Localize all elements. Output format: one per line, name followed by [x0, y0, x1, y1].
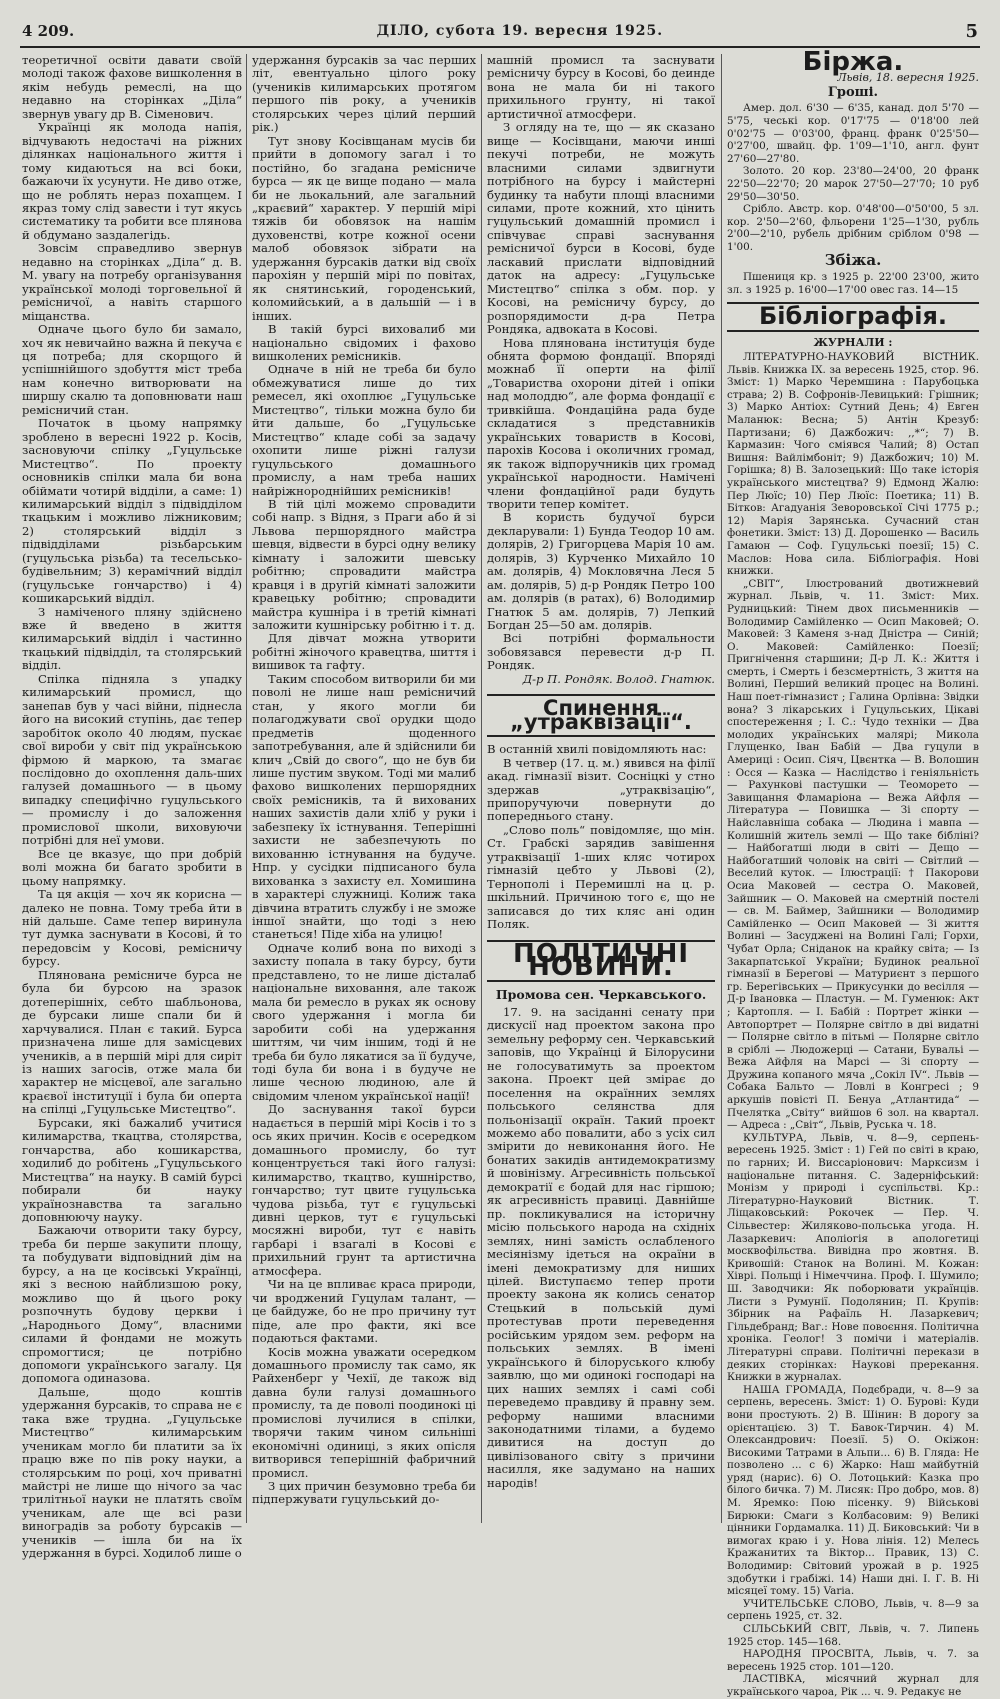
- paragraph: Початок в цьому напрямку зроблено в вересні 1922 р. Косів, засновуючи спілку „Гуцульське Мистецтво“. По проекту основників спілки мала би вона обіймати чотирй відділи, а саме: 1) килимарський відділ з підвідділом ткацьким і можливо ліжниковим; 2) столярський відділ з підвідділами різьбарським (гуцульська різьба) та тесельсько-будівельним; 3) керамічний відділ (гуцульське гончарство) і 4) кошикарський відділ.: [22, 416, 242, 606]
- paragraph: Все це вказує, що при добрій волі можна би багато зробити в цьому напрямку.: [22, 846, 242, 888]
- paragraph: Амер. дол. 6'30 — 6'35, канад. дол 5'70 — 5'75, чеські кор. 0'17'75 — 0'18'00 лей 0'02'75 — 0'03'00, франц. франк 0'25'50—0'27'00, швайц. фр. 1'09—1'10, англ. фунт 27'60—27'80.: [727, 102, 979, 165]
- paragraph: Всі потрібні формальности зобовязався перевести д-р П. Рондяк.: [487, 631, 715, 673]
- paragraph: З цих причин безумовно треба би підпержувати гуцульський до-: [252, 1479, 476, 1507]
- paragraph: ЛІТЕРАТУРНО-НАУКОВИЙ ВІСТНИК. Львів. Книжка IX. за вересень 1925, стор. 96. Зміст: 1) Марко Черемшина : Парубоцька страва; 2) В. Софронів-Левицький: Грішник; 3) Марко Антіох: Сутний День; 4) Евген Маланюк: Весна; 5) Антін Крезуб: Партизани; 6) Дажбожич: ,,*“; 7) В. Кармазин: Чого сміявся Чалий; 8) Остап Вишня: Вайлімбоніт; 9) Дажбожич; 10) М. Горішка; 8) В. Залозецький: Що таке історія українського мистецтва? 9) Едмонд Жалю: Пер Люїс; 10) Пер Люїс: Поетика; 11) В. Бітков: Агадуанія Зеворовської Січі 1775 р.; 12) Марія Зарянська. Сучасний стан фонетики. Зміст: 13) Д. Дорошенко — Василь Гамаюн — Соф. Гуцульські поезії; 15) С. Маслов: Нова сила. Бібліографія. Нові книжки.: [727, 351, 979, 578]
- paragraph: Одначе в ній не треба би було обмежуватися лише до тих ремесел, які охоплює „Гуцульське Мистецтво“, тільки можна було би йти дальше, бо „Гуцульське Мистецтво“ кладе собі за задачу охопити лише ріжні галузи гуцульського домашнього промислу, а нам треба наших найріжнороднійших ремісників!: [252, 362, 476, 498]
- column-3: [487, 54, 715, 1525]
- right-mark: 5: [965, 20, 978, 42]
- column-1: [22, 53, 242, 1561]
- paragraph: Одначе колиб вона по виході з захисту попала в таку бурсу, бути представлено, то не лише дісталаб національне виховання, але також мала би ремесло в руках як основу свого удержання і могла би заробити собі на удержання шиттям, чи чим іншим, тоді й не треба би було лякатися за її будуче, тоді була би вона і в будуче не лише чесною людиною, але й свідомим членом української нації!: [252, 940, 476, 1103]
- paragraph: Золото. 20 кор. 23'80—24'00, 20 франк 22'50—22'70; 20 марок 27'50—27'70; 10 руб 29'50—30'50.: [727, 165, 979, 203]
- article-signature: Д-р П. Рондяк. Волод. Гнатюк.: [522, 671, 715, 686]
- paragraph: Таким способом витворили би ми поволі не лише наш ремісничий стан, у якого могли би полагоджувати свої орудки щодо предметів щоденного запотребування, але й здійснили би клич „Свій до свого“, що не був би лише пустим звуком. Тоді ми малиб фахово вишколених першорядних своїх ремісників, та й вихованих наших захистів дали хліб у руки і забезпеку їх істнування. Теперішні захисти не забезпечують по вихованню істнування на будуче. Нпр. у сусідки підписаного була вихованка з захисту ел. Хомишина в характері служниці. Колиж така дівчина втратить службу і не зможе іншої знайти, що тоді з нею станеться! Піде хіба на улицю!: [252, 671, 476, 942]
- paragraph: Косів можна уважати осередком домашнього промислу так само, як Райхенберг у Чехії, де також від давна були галузі домашнього промислу, та де поволі поодинокі ці промислові лучилися в спілки, творячи таким чином сильнішi економічні одиниці, з яких опісля витворився теперішній фабричний промисл.: [252, 1344, 476, 1480]
- paragraph: В такій бурсі виховалиб ми національно свідомих і фахово вишколених ремісників.: [252, 322, 476, 363]
- masthead: ДІЛО, субота 19. вересня 1925.: [376, 23, 664, 39]
- column-2: [252, 54, 476, 1525]
- paragraph: СІЛЬСЬКИЙ СВІТ, Львів, ч. 7. Липень 1925 стор. 145—168.: [727, 1623, 979, 1648]
- paragraph: Плянована ремісниче бурса не була би бурсою на зразок дотеперішніх, себто шабльонова, де бурсаки лише спали би й харчувалися. План є такий. Бурса призначена лише для замісцевих учеників, а в першій мірі для сиріт із наших загосів, отже мала би характер не місцевої, але загально краєвої інституції і була би оперта на спілці „Гуцульське Мистецтво“.: [22, 967, 242, 1117]
- page-header: [22, 18, 978, 44]
- paragraph: Срібло. Австр. кор. 0'48'00—0'50'00, 5 зл. кор. 2'50—2'60, фльорени 1'25—1'30, рубль 2'00—2'10, рубель дрібним сріблом 0'98 —1'00.: [727, 203, 979, 253]
- paragraph: Українці як молода напія, відчувають недостачі на ріжних ділянках національного життя і тому кидаються на всі боки, бажаючи їх усунути. Не диво отже, що не роблять нераз похапцем. І якраз тому слід завести і тут якусь систематику та робити все плянова й обдумано заздалегідь.: [22, 120, 242, 242]
- paragraph: Бажаючи отворити таку бурсу, треба би перше закупити площу, та побудувати відповідний дім на бурсу, а на це косівські Українці, які з весною найблизшою року, можливо що й цього року розпочнуть будову церкви і „Народнього Дому“, власними силами й фондами не можуть спромогтися; це потрібно допомоги українського загалу. Ця допомога одиназова.: [22, 1223, 242, 1386]
- article-headline: Спинення „утраквізації“.: [487, 694, 715, 737]
- paragraph: НАША ГРОМАДА, Подєбради, ч. 8—9 за серпень, вересень. Зміст: 1) О. Бурові: Куди вони простують. 2) В. Шінин: В дорогу за орієнтацією. 3) Т. Бавок-Тирчин. 4) М. Олександрович: Поезії. 5) О. Окіжон: Високими Татрами в Альпи... 6) В. Гляда: Не позволено ... с 6) Жарко: Наш майбутній уряд (нарис). 6) О. Лотоцький: Казка про білого бичка. 7) М. Лисяк: Про добро, мов. 8) М. Яремко: Пою пісенку. 9) Військові Бирюки: Смаги з Колбасовим: 9) Великі цінники Гордамалка. 11) Д. Биковський: Чи в вимогах краю і у. Нова лінія. 12) Мелесь Кражанитих та Віктор... Правик, 13) С. Володимир: Світовий урожай в р. 1925 здобутки і грабіжі. 14) Наши дні. І. Г. В. Ні місяцеї тому. 15) Varia.: [727, 1383, 979, 1598]
- paragraph: Нова плянована інституція буде обнята формою фондації. Впоряді можнаб її оперти на філії „Товариства охорони дітей і опіки над молоддю“, але форма фондації є тривкійша. Фондаційна рада буде складатися з представників українських товариств в Косові, парохів Косова і околичних громад, як також відпоручників цих громад української народности. Намічені члени фондаційної ради будуть творити тепер комітет.: [487, 335, 715, 511]
- paragraph: В останній хвилі повідомляють нас:: [487, 742, 707, 757]
- paragraph: Одначе цього було би замало, хоч як невичайно важна й пекуча є ця потреба; для скорщого й успішнійшого здобуття міст треба нам конечно витворювати на ширшу скалю та доповнювати наш ремісничий стан.: [22, 322, 242, 417]
- paragraph: Чи на це впливає краса природи, чи вроджений Гуцулам талант, — це байдуже, бо не про причину тут піде, але про факти, які все подаються фактами.: [252, 1277, 476, 1346]
- article-subheadline: Промова сен. Черкавського.: [495, 987, 707, 1003]
- paragraph: В користь будучої бурси декларували: 1) Бунда Теодор 10 ам. долярів, 2) Григорцева Марія 10 ам. долярів, 3) Курченко Михайло 10 ам. долярів, 4) Мокловячна Леся 5 ам. долярів, 5) д-р Рондяк Петро 100 ам. долярів (в ратах), 6) Володимир Гнатюк 5 ам. долярів, 7) Лепкий Богдан 25—50 ам. долярів.: [487, 510, 715, 633]
- paragraph: НАРОДНЯ ПРОСВІТА, Львів, ч. 7. за вересень 1925 стор. 101—120.: [727, 1648, 979, 1673]
- grain-subhead: Збіжа.: [824, 251, 882, 270]
- column-divider: [481, 54, 482, 1523]
- paragraph: КУЛЬТУРА, Львів, ч. 8—9, серпень-вересень 1925. Зміст : 1) Гей по світі в краю, по гарних; И. Виссаріонович: Марксизм і національне питання. С. Задерніфський: Монізм у природі і суспільстві. Кр.: Літературно-Науковий Вістник. Т. Ліщаковський: Рокочек — Пер. Ч. Сільвестер: Жиляково-польська угода. Н. Лазаркевич: Аполіогія в апологетиці москвофільства. Вивідна про жовтня. В. Кривошій: Станок на Волині. М. Кожан: Хіврі. Польщі і Німеччина. Проф. І. Шумило; Ш. Заводчики: Як поборювати українців. Листи з Румунії. Подолянин; П. Крупів: Збірник на Рафаїль Н. Лазаркевич; Гільдебранд; Ваг.: Нове повоєння. Політична хроніка. Геолог! З помічи і матеріалів. Літературні справи. Політичні перекази в деяких сторінках: Наукові пререкання. Книжки в журналах.: [727, 1131, 979, 1384]
- paragraph: Дальше, щодо коштів удержання бурсаків, то справа не є така вже трудна. „Гуцульське Мистецтво“ килимарським ученикам могло би платити за їх працю вже по пів року науки, а столярським по році, хоч приватні майстрі не лише що нічого за час трилітньої науки не платять своїм ученикам, але ще всі рази виноградів за роботу бурсаків — учеників — ішла би на їх удержання в бурсі. Ходилоб лише о: [22, 1384, 242, 1561]
- paragraph: УЧИТЕЛЬСЬКЕ СЛОВО, Львів, ч. 8—9 за серпень 1925, ст. 32.: [727, 1597, 979, 1623]
- paragraph: В тій цілі можемо спровадити собі напр. з Відня, з Праги або й зі Львова першорядного майстра шевця, відвести в бурсі одну велику кімнату і заложити шевську робітню; спровадити майстра кравця і в другій кімнаті заложити кравецьку робітню; спровадити майстра кушніра і в третій кімнаті заложити кушнірську робітню і т. д.: [252, 496, 476, 633]
- section-headline: ПОЛІТИЧНІ НОВИНИ.: [487, 940, 715, 983]
- paragraph: Пшениця кр. з 1925 р. 22'00 23'00, жито зл. з 1925 р. 16'00—17'00 овес газ. 14—15: [727, 270, 979, 296]
- paragraph: До заснування такої бурси надається в першій мірі Косів і то з ось яких причин. Косів є осередком домашнього промислу, бо тут концентрується такі його галузі: килимарство, ткацтво, кушнірство, гончарство; тут цвите гуцульська чудова різьба, тут є гуцульські дивні церков, тут є гуцульські мосяжні вироби, тут є навіть гарбарі і взагалі в Косові є прихильний грунт та артистична атмосфера.: [252, 1102, 476, 1278]
- paragraph: В четвер (17. ц. м.) явився на філії акад. гімназії візит. Сосніцкі у стно здержав „утраквізацію“, припоручуючи повернути до попереднього стану.: [487, 755, 715, 824]
- page-number: 4 209.: [22, 22, 75, 40]
- exchange-date: Львів, 18. вересня 1925.: [837, 71, 979, 85]
- paragraph: З огляду на те, що — як сказано вище — Косівщани, маючи инші пекучі потреби, не можуть власними силами здвигнути потрібного на бурсу і майстерні будинку та набути площі власними силами, проте кожний, хто цінить гуцульський домашній промисл і співчуває справі заснування ремісничої бурси в Косові, буде ласкавий прислати відповідний даток на адресу: „Гуцульське Мистецтво“ спілка з обм. пор. у Косові, на ремісничу бурсу, до розпорядимости д-ра Петра Рондяка, адвоката в Косові.: [487, 120, 715, 337]
- paragraph: Тут знову Косівщанам мусів би прийти в допомогу загал і то постійно, бо згадана ремісниче бурса — як це вище подано — мала би не льокальний, але загальний „краєвий“ характер. У першій мірі тяжів би обовязок на нашім духовенстві, котре кожної осени малоб обовязок зібрати на удержання бурсаків датки від своїх парохіян у першій мірі по повітах, як снятинський, городенський, коломийський, а в дальшій — і в інших.: [252, 133, 476, 323]
- paragraph: Та ця акція — хоч як корисна — далеко не повна. Тому треба йти в ній дальше. Саме тепер виринула тут думка заснувати в Косові, й то передовсім у Косові, ремісничу бурсу.: [22, 887, 242, 969]
- paragraph: 17. 9. на засіданні сенату при дискусії над проектом закона про земельну реформу сен. Черкавський заповів, що Українці й Білорусини не голосуватимуть за проектом закона. Проект цей змірає до поселення на окраїнних землях польського селянства для польонізації окраїн. Такий проект можемо або повалити, або з усіх сил змірити до невиконання його. Не бонатих закидів антидемократизму й шовінізму. Агресивність польської демократії є бодай для нас гіршою; як агресивність правиці. Давнійше пр. покликувалися на історичну місію польського народа на східніх землях, нині замість ослабленого месіянізму ідеться на окраїни в імені демократизму для ниших цілей. Виступаємо тепер проти проекту закона як колись сенатор Стецький в польській думі протестував проти переведення російським урядом зем. реформ на польських землях. В імені українського й білоруського клюбу заявлю, що ми одинокі господарі на цих наших землях і самі собі переведемо правдиву й правну зем. реформу нашими власними законодатними тілами, а будемо дивитися на доступ до цивілізованого світу з причини насилля, яке задумано на наших народів!: [487, 1004, 715, 1490]
- paragraph: ЛАСТІВКА, місячний журнал для українського чароа, Рік ... ч. 9. Редакує не: [727, 1673, 979, 1698]
- exchange-subhead: Гроші.: [827, 84, 879, 100]
- paragraph: „СВІТ“, Ілюстрований двотижневий журнал. Львів, ч. 11. Зміст: Мих. Рудницький: Тінем двох письменників — Володимир Самійленко — Осип Маковей; О. Маковей: З Каменя з-над Дністра — Синій; О. Маковей: Самійленко: Поезії; Пригнічення старшини; Д-р Л. К.: Життя і смерть, і Смерть і безсмертність, З життя на Волині, Перший великий процес на Волині. Наш поет-гімназист ; Галина Орлівна: Звідки вона? З лікарських і Гуцульських, Цікаві спостереження ; І. С.: Чудо техніки — Два молодих українських малярі; Микола Глущенко, Іван Бабій — Два гуцули в Америці : Осип. Сіяч, Цвєнтка — В. Волошин : Осся — Казка — Наслідство і геніяльність — Рахункові пастушки — Теоморето — Завищання Фламаріона — Вежа Айфля — Література — Повишка — Зі спорту — Найславніша собака — Людина і мавпа — Колишній житель землі — Що таке бібліні? — Найбогатші люди в світі — Дещо — Найбогатший чоловік на світі — Світлий — Веселий куток. — Ілюстрації: † Пакорови Осиа Маковей — сестра О. Маковей, Зайшник — О. Маковей на смертній постелі — св. М. Баймер, Зайшники — Володимир Самійленко — Осип Маковей — Зі життя Волині — Засуджені на Волині Галі; Горхи, Чубат Орла; Сніданок на крайку світа; — Із Закарпатської України; Будинок реальної гімназії в Берегові — Матуриєнт з першого гр. Берегівських — Прикусунки до весілля — Д-р Івановка — Пластун. — М. Гуменюк: Акт ; Картопля. — І. Бабій : Портрет жінки — Автопортрет — Полярне світло в дві видатні — Полярне світло в пітьмі — Полярне світло в сріблі — Людожерці — Сатани, Бувальі — Вежа Айфля на Марсі — Зі спорту — Дружина копаного мяча „Сокіл IV“. Львів — Собака Бальто — Ловлі в Конгресі ; 9 аркушів повісті П. Бенуа „Атлантида“ — Пчелятка „Світу“ вийшов 6 зол. на квартал. — Адреса : „Світ“, Львів, Руська ч. 18.: [727, 577, 979, 1132]
- column-4: [727, 47, 979, 1698]
- paragraph: Для дівчат можна утворити робітні жіночого кравецтва, шиття і вишивок та гафту.: [252, 631, 476, 673]
- exchange-headline: Біржа.: [802, 47, 904, 77]
- column-divider: [246, 54, 247, 1523]
- column-divider: [721, 54, 722, 1523]
- paragraph: Зовсім справедливо звернув недавно на сторінках „Діла“ д. В. М. увагу на потребу організування української молоді торговельної й ремісничої, а навіть старшого міщанства.: [22, 241, 242, 323]
- paragraph: Бурсаки, які бажалиб учитися килимарства, ткацтва, столярства, гончарства, або кошикарства, ходилиб до робітень „Гуцульського Мистецтва“ на науку. В самій бурсі побирали би науку українознавства та загально доповнюючу науку.: [22, 1115, 242, 1224]
- paragraph: машній промисл та заснувати ремісничу бурсу в Косові, бо деинде вона не мала би ні такого прихильного грунту, ні такої артистичної атмосфери.: [487, 53, 715, 121]
- paragraph: Спілка підняла з упадку килимарський промисл, що занепав був у часі війни, піднесла його на високий ступінь, дає тепер заробіток около 40 людям, пускає свої вироби у світ під українською фірмою й маркою, та змагає послідовно до охоплення даль-ших галузей домашнього — в цьому випадку специфічно гуцульського — промислу і до заложення промислової школи, виховуючи потрібні для неї умови.: [22, 671, 242, 848]
- paragraph: теоретичної освіти давати своїй молоді також фахове вишколення в якім небудь ремеслі, на що недавно на сторінках „Діла“ звернув увагу др В. Сіменович.: [22, 53, 242, 121]
- journals-section-label: ЖУРНАЛИ :: [813, 335, 893, 349]
- bibliography-headline: Бібліографія.: [727, 302, 979, 331]
- paragraph: удержання бурсаків за час перших літ, евентуально цілого року (учеників килимарських протягом першого пів року, а учеників столярських через цілий перший рік.): [252, 53, 476, 135]
- paragraph: З наміченого пляну здійснено вже й введено в життя килимарський відділ і частинно ткацький підвідділ, та столярський відділ.: [22, 604, 242, 673]
- paragraph: „Слово поль“ повідомляє, що мін. Ст. Грабскі зарядив завішення утраквізації 1-ших кляс чотирох гімназій цебто у Львові (2), Тернополі і Перемишлі на ц. р. шкільний. Причиною того є, що не записався до тих кляс ані один Поляк.: [487, 822, 715, 932]
